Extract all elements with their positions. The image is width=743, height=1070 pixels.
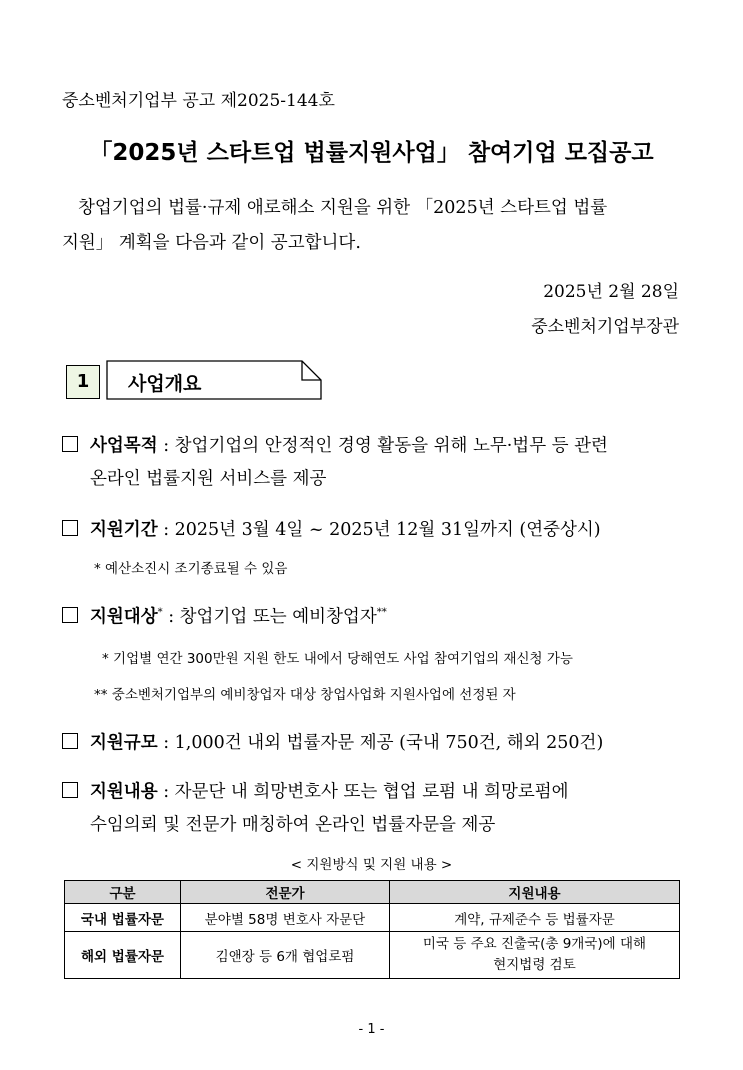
item-target-text: : 창업기업 또는 예비창업자	[162, 607, 377, 627]
item-purpose-continuation: 온라인 법률지원 서비스를 제공	[90, 469, 327, 489]
item-purpose	[62, 432, 608, 457]
item-target	[62, 603, 387, 628]
table-cell-expert: 김앤장 등 6개 협업로펌	[181, 932, 390, 979]
section-number: 1	[66, 365, 100, 399]
table-cell-content-line: 계약, 규제준수 등 법률자문	[454, 911, 615, 928]
notice-number: 중소벤처기업부 공고 제2025-144호	[62, 91, 335, 111]
table-header-row	[65, 881, 680, 904]
table-header-cell: 지원내용	[390, 881, 680, 904]
table-cell-content	[390, 932, 680, 979]
item-period-label: 지원기간	[90, 520, 158, 540]
item-content-continuation: 수임의뢰 및 전문가 매칭하여 온라인 법률자문을 제공	[90, 815, 496, 835]
intro-line-2: 지원」 계획을 다음과 같이 공고합니다.	[62, 233, 361, 253]
item-period-note: * 예산소진시 조기종료될 수 있음	[94, 561, 288, 577]
table-header-cell: 전문가	[181, 881, 390, 904]
support-table	[64, 880, 680, 979]
document-title: 「2025년 스타트업 법률지원사업」 참여기업 모집공고	[89, 140, 654, 166]
document-issuer: 중소벤처기업부장관	[531, 317, 679, 337]
table-cell-expert: 분야별 58명 변호사 자문단	[181, 904, 390, 932]
item-purpose-text: : 창업기업의 안정적인 경영 활동을 위해 노무·법무 등 관련	[157, 436, 608, 456]
item-target-label: 지원대상	[90, 607, 158, 627]
table-row	[65, 932, 680, 979]
table-cell-content-line: 미국 등 주요 진출국(총 9개국)에 대해	[422, 936, 647, 952]
item-content-label: 지원내용	[90, 782, 158, 802]
table-cell-content	[390, 904, 680, 932]
table-caption: < 지원방식 및 지원 내용 >	[290, 857, 453, 873]
item-scale-label: 지원규모	[90, 733, 158, 753]
item-period	[62, 516, 601, 541]
item-content-text: : 자문단 내 희망변호사 또는 협업 로펌 내 희망로펌에	[157, 782, 569, 802]
table-cell-type: 국내 법률자문	[65, 904, 181, 932]
checkbox-square-icon	[62, 436, 78, 452]
page-number: - 1 -	[358, 1022, 385, 1037]
item-purpose-label: 사업목적	[90, 436, 158, 456]
checkbox-square-icon	[62, 520, 78, 536]
checkbox-square-icon	[62, 782, 78, 798]
section-title: 사업개요	[128, 373, 202, 395]
intro-line-1: 창업기업의 법률·규제 애로해소 지원을 위한 「2025년 스타트업 법률	[78, 198, 608, 218]
item-target-note-2: ** 중소벤처기업부의 예비창업자 대상 창업사업화 지원사업에 선정된 자	[94, 687, 516, 703]
table-row	[65, 904, 680, 932]
item-target-footnote-mark-2: **	[376, 607, 387, 619]
table-header-cell: 구분	[65, 881, 181, 904]
item-content	[62, 778, 569, 803]
item-target-note-1: * 기업별 연간 300만원 지원 한도 내에서 당해연도 사업 참여기업의 재신청 가능	[102, 651, 573, 667]
item-scale-text: : 1,000건 내외 법률자문 제공 (국내 750건, 해외 250건)	[157, 733, 604, 753]
document-date: 2025년 2월 28일	[543, 282, 679, 302]
item-period-text: : 2025년 3월 4일 ~ 2025년 12월 31일까지 (연중상시)	[157, 520, 601, 540]
checkbox-square-icon	[62, 607, 78, 623]
item-target-footnote-mark: *	[157, 607, 163, 619]
checkbox-square-icon	[62, 733, 78, 749]
item-scale	[62, 729, 603, 754]
table-cell-content-line: 현지법령 검토	[493, 957, 576, 973]
table-cell-type: 해외 법률자문	[65, 932, 181, 979]
